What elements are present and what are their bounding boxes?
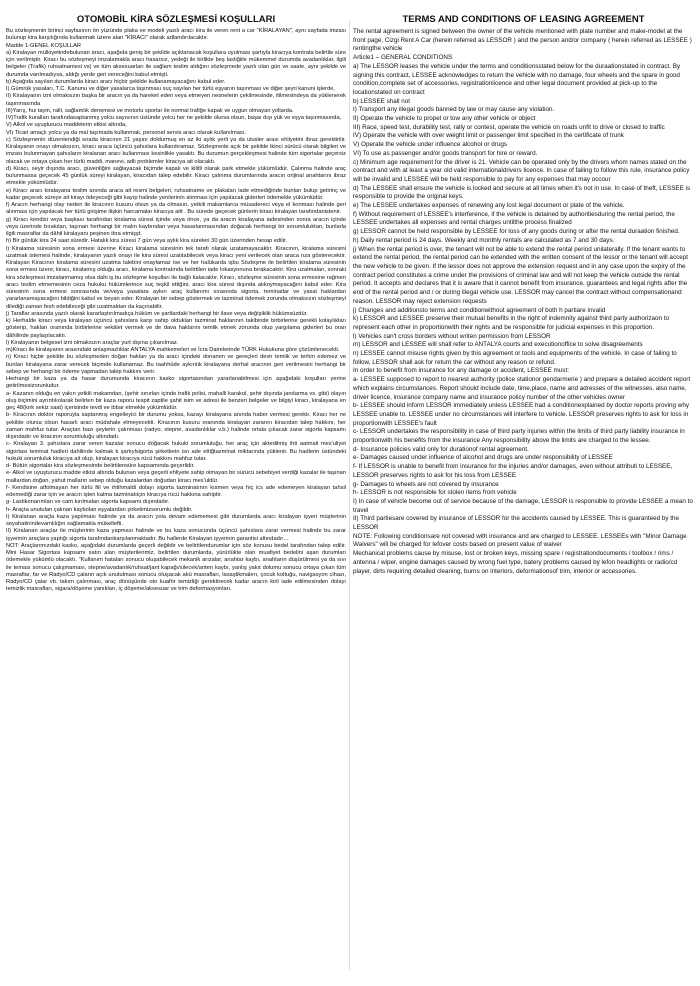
right-paragraph: d) The LESSEE shall ensure the vehicle is locked and secure at all times when it's not in use. In case of theft, LESSEE is responsible to provide the original keys.: [353, 184, 691, 201]
right-paragraph: f- If LESSOR is unable to benefit from insurance for the injuries and/or damages, even without attributi to LESSEE, LESSOR preserves rights to ask for his loss from LESSEE: [353, 463, 673, 479]
english-terms-body: [353, 28, 694, 576]
left-paragraph: V) Alkol ve uyuşturucu maddelerin etkisi altında,: [6, 122, 127, 129]
left-paragraph: VI) Ticari amaçlı yolcu ya da mal taşımada kullanmak, personel servis aracı olarak kullanılması.: [6, 129, 246, 136]
right-paragraph: I) In case of vehicle become out of service because of the damage, LESSOR is responsible to provide LESSEE a mean to travel: [353, 497, 693, 514]
left-paragraph: d- Bütün sigortalar kira sözleşmesinde belirtilensüre kapsamında geçerlidir.: [6, 463, 195, 469]
right-paragraph: II) Operate the vehicle to propel or tow any other vehicle or object: [353, 115, 536, 123]
left-paragraph: e) Kiracı aracı kiralayana teslim anında araca ait resmi belgeleri, ruhsatname ve plakaları iade etmediğinde bunları bulup getirinç ve kadar geçecek süreye ait kirayı ödeyeceği gibi kayıp halinde yenilerinin alınması için yapılacak giderleri ödemekle yükümlüdür.: [6, 187, 346, 201]
right-paragraph: The rental agreement is signed between the owner of the vehicle mentioned with plate number and make-model at the front page, Cizgi Rent A Car (herein referred as LESSOR ) and the person and/or company ( herein referred as LESSEE ) rentingthe vehicle: [353, 28, 692, 53]
right-paragraph: c- LESSOR undertakes the responsibility in case of third party injuries within the limits of third party liability insurance in proportionwith his benefits from the insurance Any responsibility above the limits are charged to the lessee.: [353, 428, 685, 445]
left-paragraph: n) Kiracı hiçbir şekilde bu sözleşmeden doğan hakları ya da aracı içindeki donanım ve gereçleri devir temlik ve terhin edemez ve bunları kiralayana zarar verecek biçimde kullanamaz. Bu taahhüde aykırılık kiralayana derhal aracının geri verilmesini herhangi bir sebep ve herhangi bir ödeme yapmadan talep hakkını verir.: [6, 354, 346, 375]
left-paragraph: m)Kiracı ile kiralayanın arasındaki anlaşmazlıklar ANTALYA mahkemeleri ve İcra Dairelerinde TÜRK Hukukuna göre çözümlenecekti.: [6, 347, 340, 353]
right-paragraph: d- Insurance policies valid only for durationof rental agreement.: [353, 445, 529, 453]
right-paragraph: h) Daily rental period is 24 days. Weekly and monthly rentals are calculated as 7 and 30 days.: [353, 236, 615, 244]
left-paragraph: j) Taraflar arasında yazılı olarak kararlaştırılmadıça hüküm ve şartlardaki herhangi bir ilave veya değişiklik hükümsüzdür.: [6, 310, 308, 317]
left-paragraph: I) Gümrük yasaları, T.C. Kanunu ve diğer yasalarca taşınması suç sayılan her türlü eşyanın taşınması ve diğer şeyri kanuni işlerde,: [6, 86, 335, 92]
right-paragraph: g- Damages to wheels are not covered by insurance: [353, 480, 499, 488]
right-paragraph: j) When the rental period is over, the tenant will not be able to extend the rental period unilaterally. If the tenant wants to extend the rental period, the rental period can be extended with the written consent of the lessor or the tenant will accept the new vehicle to be given. If the lessor does not approve the extension request and in any case upon the expiry of the contract period constitutes a crime under the provisions of criminal law and will not keep the vehicle outside the rental period. It accepts and declares that it is aware that it cannot benefit from insurance, guarantees and legal rights after the end of the rental period and / or during illegal vehicle use. LESSOR may cancel the contract without compensationand reason. LESSOR may reject extension requests: [353, 245, 688, 305]
left-paragraph: NOT: Araçlarımızdaki kasko, aşağıdaki durumlarda geçerli değildir ve belirtilendurumlar için söz konusu bedel tarafından talep edilir. Mini Hasar Sigortası kapsamı satın alan müşterilerimiz, belirtilen durumlarda, yürürlükte olan muafiyet bedelini aşan durumları ödemekle yükümlü olacaktı. "Kullanım hataları sonucu oluşabilecek mekanik arızalar, anahtar kaybı, anahtarın düşürülmesi ya da sıvı ile teması sonucu çalışmaması, stepne/avadanlık/ruhsat/jant kapağı/silecek/anten kaybı, yanlış yakıt dolumu sonucu ortaya çıkan tüm masraflar, far ve Radyo/CD çaların açık unutulması sonucu oluşacak akü masrafları, lasaştikmalerı, çocuk koltuğu, navigasyon cihazı, Radyo/CD çalar vb. takım çalınması, araç dönüşünde oto kuaför temizliği gerektirecek kadar aracın kirli iade edilmesinden dolayı temizlik masrafları, sigara/döşeme yanıkları, iç döşeme/aksesuar ve trim deformasyonları.: [6, 542, 346, 593]
turkish-terms-body: [6, 28, 346, 594]
right-paragraph: e- Damages caused under influence of alcohol and drugs are under responsibility of LESSEE: [353, 454, 613, 462]
right-paragraph: g) LESSOR cannot be held responsible by LESSEE for loss of any goods during or after the rental duraation finished.: [353, 228, 680, 236]
turkish-title: OTOMOBİL KİRA SÖZLEŞMESİ KOŞULLARI: [76, 14, 276, 25]
right-paragraph: Article1 – GENERAL CONDITIONS: [353, 54, 453, 62]
left-paragraph: II) Kiralayanın izni olmaksızın başka bir aracın ya da hareket eden veya etmeyen nesnelerin çekilmesinde, itilmesindeya da yüklenerek taşınmasında: [6, 93, 346, 107]
left-paragraph: l) Kiralayanın belgesel izni olmaksızın araçlar yurt dışına çıkanılmaz.: [6, 339, 179, 346]
right-paragraph: j) Changes and additionsto terms and conditionwithout agreement of both h partiare invalid: [353, 306, 606, 314]
right-paragraph: I) Transport any illegal goods banned by law or may cause any violation.: [353, 106, 555, 114]
left-paragraph: h- Araçta unutulan çalınan kaybolan eşyalardan şirketimizsorumlu değildir.: [6, 506, 193, 513]
left-paragraph: b- Kiracının doktor raporuyla saptanmış engelleyici bir durumu yoksa, kazayı kiralayana anında haber vermesi gerekir. Kiracı her ne şekilde olursa olsun hasarlı aracı müdahale etmeyecekti. Kiracının kusuru oranında kiralayan zararını kiracıdan talep hakkını, her zaman mahfuz tutar. Araçtan bazı şeylerin çalınması (radyo, stepne, avadanlıklar v.b.) halinde ortala çıkacak zarar sigorta kapsamı dışındadır ve kiracının sorumluluğu altındadı.: [6, 412, 346, 440]
right-paragraph: c) Minimum age requirement for the driver is 21. Vehicle can be operated only by the drivers whom names stated on the contract and with at least a year old valid internationaldrivers licence. In case of failing to follow this rule, insurance policy will be invalid and LESSEE will be held responsible to pay for any expenses that may occour: [353, 158, 690, 183]
right-paragraph: f) Without requirement of LESSEE's interference, if the vehicle is detained by authoritiesduring the rental period, the LESSEE undertakes all expenses and rental charges untilthe process finalized: [353, 210, 675, 227]
right-paragraph: V) Operate the vehicle under influence alcohol or drugs: [353, 141, 508, 149]
left-paragraph: g- Lastikonarımları ve cam kırılmaları sigorta kapsamı dışındadır.: [6, 499, 170, 506]
left-paragraph: e- Alkol ve uyuşturucu madde etkisi altında bulunan veya geçerli ehliyete sahip olmayan bir sürücü sebebiyet verdiği kazalar ile taşınan mallardan doğan, yahut malların sebep olduğu kazalardan doğudan kiracı mes'uldür.: [6, 470, 346, 484]
left-paragraph: b) Aşağıda sayılan durumlarda kiracı aracı hiçbir şekilde kullanamayacağını kabul eder.: [6, 78, 226, 85]
right-paragraph: b- LESSEE should inform LESSOR immediately unless LESSEE had a conditionexplained by doctor reports proving why LESSEE unable to. LESSEE under no circumstances will interfere to vehicle. LESSOR preserves rights to ask for loss in proportionwith LESSEE's fault: [353, 402, 690, 427]
left-paragraph: g) Kiracı kendisi veya başkası tarafından kiralama süresi içinde veya önce, ya da aracın kiralayana iadesinden sonra aracın içinde veya üzerinde bırakılan, taşınan herhangi bir malın kaybından veya hasarlanmasından doğacak herhangi bir sorumluluktan, bunlarla ilgili masraflar da dâhil kiralayanı peşinen ibra etmişşt.: [6, 216, 346, 237]
left-paragraph: c) Sözleşmenin düzenlendiği sırada kiracının 21 yaşını doldurmuş en az iki aylık yerli ya da ulusler arası ehliyetini ibraz gerektirilir. Kiralayanın onayı olmaksızın, kiracı araca üçüncü şahıslara kullandıramaz. Sözleşmede açık bir şekilde ikinci sürücü olarak bilgileri ve imzası bulunmayan şahısların kiralanan aracı kullanması kesinlikle yasaktı. Bu durumun gerçekleşmesi halinde tüm sigortalar geçersiz olacak ve ortaya çıkan her türlü maddi, manevi, adli problemler kiracıya ait olacaktı.: [6, 136, 346, 165]
right-paragraph: NOTE: Following conditionsare not covered with insurance and are charged to LESSEE. LESSEEs with "Minor Damage Waivers" will be charged for lefover costs based on present value of waiver: [353, 532, 687, 549]
left-paragraph: Madde 1-GENEL KOŞULLAR: [6, 42, 82, 49]
right-paragraph: k) LESSOR and LESSEE preserve their mutual benefits in the right of indemnity against third party authorizaon to represent each other in proportionwith their rights and be responsible for judicial expenses in this proportion.: [353, 315, 670, 331]
left-paragraph: a) Kiralayan mülkiyetindebulunan aracı, aşağıda geniş bir şekilde açıklanacak koşullara uyulması şartıyla kiracıya kontrata belirtile süre için verilmiştir. Kiracı bu sözleşmeyi imzalamakla aracı hasarsız, yedeği ile birlikte beş lastiğiile mükemmel durumda avadanlıklar, ilgili belgeler (Trafik) ruhsatnamesi vs) ve tüm aksesuarları ile sağlam teslim aldığını sözleşmede yazılı olan gün ve saate, aynı şekilde ve durumda varılmadıysa, aldığı yerde geri vereceğini kabul etmişti.: [6, 49, 346, 78]
right-paragraph: VI) To use as passenger and/or goods transport for hire or reward.: [353, 149, 538, 157]
left-paragraph: f) Aracın herhangi olay neden ile kiracının kusuru olsun ya da olmasın, yetkili makamlarca müsadereci veya el konması halinde geri alınması için yapılacak her türlü girişime ilişkin harcamalar kiracıya aitt . Bu sürede geçecek günlerin kirası kiralayan tarafındanistenir.: [6, 202, 346, 216]
right-paragraph: IV) Operate the vehicle with over weight limit or passenger limit specified in the certificate of trunk: [353, 132, 624, 140]
right-paragraph: b) LESSEE shall not: [353, 97, 411, 105]
right-paragraph: Mechanical problems cause by misuse, lost or broken keys, missing spare / registrationdocuments / toolbox / rims / antenna / wiper, engine damages caused by wrong fuel type, batery problems caused by lefon headlights or radio/cd player, dirts requiring detailed cleaning, burns on interiors, deformationsof trim, interior or accessories.: [353, 550, 678, 575]
right-paragraph: h- LESSOR is not responsible for stolen items from vehicle: [353, 489, 517, 497]
left-paragraph: Bu sözleşmenin birinci sayfasının ön yüzünde plaka ve modeli yazılı aracı kira ile veren rent a car "KİRALAYAN", aynı sayfada imzası bulunup kira karşılığında kullanmak üzere alan "KİRACI" olarak adlandırılacaktır.: [6, 28, 346, 42]
left-paragraph: I) Kiralanan araçla kaza yapılması halinde ya da aracın yola devam edememesi gibi durumlarda aracı kiralayan işyeri müşterinin seyahatinindevamlılığın sağlamakla mükellefti.: [6, 513, 346, 527]
right-paragraph: II) Third partiesare covered by insurance of LESSOR for the accidents caused by LESSEE. This is guaranteed by the LESSOR: [353, 515, 679, 532]
left-paragraph: i) Kiralama süresinin sona ermesi üzerine Kiracı kiralama süresinin tek tarafı olarak uzatamayacaktır. Kiracının, kiralama süresini uzatmak istemesi halinde, kiralayanın yazılı onayı ile kira süresi uzatılabilecek veya kiracı yeni verilecek olan araca rıza gösterecektir. Kiralayan Kiracının kiralama süresini uzatma talebini onaylamaz ise ve her halükarda işbu Sözleşme ile belirtilen kiralama süresinin sona ermesi üzere; kiracı, kiralamış olduğu aracı, kiralama kontratında belirtilen iade lokasyonuna bırakacaktır. Kira uzatmaları, sonraki kira sözleşmesi imzalanmamış olsa dahi iş bu sözleşme koşulları ile bağlı kalacaktır. Kiracı, sözleşme süresinin sona ermesine rağmen aracı teslim etmemesinin ceza hukuku hükümlerince suç teşkil ettiğini, aracı kira süresi dışında alıkoymayacağını kabul eder. Kira süresinin sona ermesi sonrasında ve/veya yasalara aykırı araç kullanımı sırasında sigorta, teminatlar ve yasal haklardan yararlanamayacağını bildiğini kabul ve beyan eder. Kiralayan bir sebep göstermek ve tazminat ödemek zorunda olmaksızın sözleşmeyi dilediği zaman fesh edebileceği gibi uzatmaktan da kaçınabilir.: [6, 245, 346, 310]
left-paragraph: II) Kiralanan araçlar ile müşterinin kaza yapması halinde ve bu kaza sonucunda üçüncü şahıslara zarar vermesi halinde bu zarar işyerinin araçlara yaptığı sigorta tarafındankarşılanmaktadır. Bu hallerde Kiralayan işyerinin garantisi altındadır…: [6, 528, 346, 542]
left-paragraph: f- Kendisine atfolmayan her türlü fiil ve ihtihmaldi dolayı sigorta tazminatının kısmen veya hiç ics ade edemeyen kiralayan tahsil edemediği zarar için ve aracın işten kalma tazminatıiçin kiracıya rücü hakkına sahiptir.: [6, 484, 346, 498]
left-paragraph: d) Kiracı, seyir dışında aracı, güvenliğini sağlayacak biçimde kapalı ve kilitli olarak park etmekle yükümlüdür. Çalınma halinde araç bulunmassa geçecek 45 günlük süreyi kiralayan, kiracıdan talep edebilir. Kiracı çalınma durumlarında aracın orijinal anahtarını ibraz etmekle yükümlüdür.: [6, 165, 346, 187]
right-paragraph: e) The LESSEE undertakes expenses of renewing any lost legal document or plate of the vehicle.: [353, 202, 625, 210]
left-paragraph: h) Bir günlük kira 24 saat süredir. Hatalık kira süresi 7 gün veya aylık kira süreleri 30 gün üzerinden hesap edilir.: [6, 238, 288, 245]
right-paragraph: a) The LESSOR leases the vehicle under the terms and conditionsstated below for the duraationstated in contract. By signing this contract, LESSEE acknowledges to return the vehicle with no damage, four wheels and the spare in good condition,complete set of accessories, registrationlicence and other legal document provided at pick-up to the locationstated on contract: [353, 62, 681, 96]
column-divider: [349, 20, 350, 970]
right-paragraph: a- LESSEE supposed to report to nearest authority (police stationor gendarmerie ) and prepare a detailed accident report which explains circumstances. Report should include date, time,place, name and adresses of the witnesses, also name, driver licence, insurance company name and insurance policy number of the other vehicles owner: [353, 376, 691, 401]
right-paragraph: l) Vehicles can't cross borders without writen permission from LESSOR: [353, 332, 551, 340]
english-terms-column: [353, 14, 694, 980]
left-paragraph: III)Yarış, hız tayin, ralli, sağlamlık denemesi ve motorlu sporlar ile normal trafiğe kapalı ve uygun olmayan yollarda.: [6, 107, 294, 114]
left-paragraph: IV)Trafik kuralları tarafındasaptanmış yolcu sayısının üstünde yolcu her ne şekilde olursa olsun, başaı dışı yük ve eşya taşınmasında,: [6, 115, 342, 121]
right-paragraph: In order to benefit from insurance for any damage or accident, LESSEE must:: [353, 367, 569, 375]
left-paragraph: k) Herhalde kiracı veya kiralayan üçüncü şahıslara karşı sahip oldukları tazminat haklarının takibinde birbirlerine gerekli kolaylıkları gösterip, hakları oranında birbirlerine vekâlet vermek ve de dava haklarını temlik etmek zorunda olup yargılama giderleri bu oran dâhilinde paylaşılacaktı.: [6, 318, 346, 339]
right-paragraph: n) LESSEE cannot misuse rights given by this agreement or tools and equipments of the vehicle. In case of failing to follow, LESSOR shall ask for return the car without any reason or refund.: [353, 350, 677, 366]
english-title: TERMS AND CONDITIONS OF LEASING AGREEMENT: [402, 14, 645, 25]
right-paragraph: m) LESSOR and LESSEE will shall refer to ANTALYA courts and executionoffice to solve disagreements: [353, 341, 643, 349]
turkish-terms-column: [6, 14, 346, 980]
right-paragraph: III) Race, speed test, durability test, rally or contest, operate the vehicle on roads unfit to drive or closed to traffic: [353, 123, 665, 131]
left-paragraph: Herhangi bir kaza ya da hasar durumunda kiracının kasko sigortasından yararlanabilmesi için aşağıdaki koşulları yerine getirilmesizorunludur.: [6, 376, 346, 390]
left-paragraph: c- Kiralayan 3. şahıslara zarar veren kazalar sonucu doğacak hukuki sorumluluğu, her araç için aktedilmiş ihti aatmali mes'uliyet sigortası teminat hadleri dahilinde kalmak k şartıylsigorta şirketlerin isn ade ettiğtazminat miktarında yüklenir. Bu hadlerin üstündeki hukuki sorumluluk kiracıya ait olup, kiralayan kiracıya rücü hakkını mahfuz tutar.: [6, 441, 346, 462]
left-paragraph: a- Kazanın olduğu en yakın yetkili makamdan, (şehir sınırları içinde trafik polisi, mahalli karakol, şehir dışında jandarma vs. gibi) olayın oluş biçimini ayrıntılıolarak belirten bir kaza raporu tespit zaptile şahit isim ve adresi ile benzeri belgeler ve bilgiyi kiracı, kiralayana en geç 48(kırk sekiz saat) içerisinde tevdi ve ibbar etmekle yükümlüdür.: [6, 390, 346, 411]
